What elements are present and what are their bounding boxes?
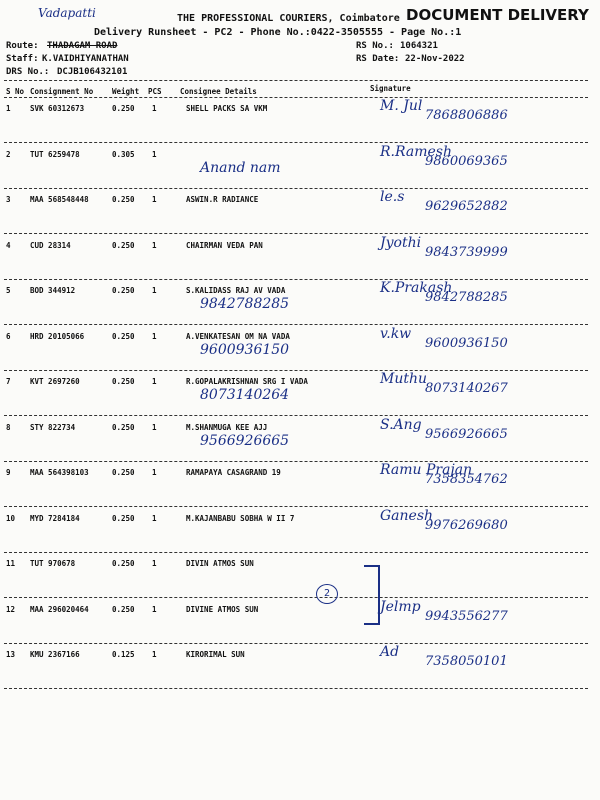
row-consignment-no: CUD 28314 [30, 241, 71, 250]
staff-label: Staff: [6, 54, 39, 64]
row-signature: Jelmp [380, 599, 421, 615]
row-pcs: 1 [152, 332, 157, 341]
row-weight: 0.125 [112, 650, 135, 659]
row-sno: 11 [6, 559, 16, 568]
row-consignee-details: S.KALIDASS RAJ AV VADA [186, 286, 286, 295]
row-handwritten-phone: 9566926665 [200, 433, 290, 449]
row-consignment-no: KMU 2367166 [30, 650, 80, 659]
row-divider [4, 461, 588, 462]
row-weight: 0.250 [112, 332, 135, 341]
row-weight: 0.250 [112, 241, 135, 250]
row-signature: M. Jul [380, 98, 423, 114]
row-signature-phone: 8073140267 [425, 381, 508, 396]
drs-label: DRS No.: [6, 67, 50, 77]
row-signature-phone: 7358050101 [425, 654, 508, 669]
row-pcs: 1 [152, 423, 157, 432]
row-pcs: 1 [152, 195, 157, 204]
row-signature: Jyothi [380, 235, 422, 251]
row-sno: 8 [6, 423, 11, 432]
row-consignee-details: DIVIN ATMOS SUN [186, 559, 254, 568]
row-weight: 0.305 [112, 150, 135, 159]
row-weight: 0.250 [112, 286, 135, 295]
row-signature-phone: 9860069365 [425, 154, 508, 169]
row-weight: 0.250 [112, 559, 135, 568]
row-consignment-no: KVT 2697260 [30, 377, 80, 386]
row-consignee-details: M.SHANMUGA KEE AJJ [186, 423, 268, 432]
row-sno: 9 [6, 468, 11, 477]
row-divider [4, 506, 588, 507]
company-title: THE PROFESSIONAL COURIERS, Coimbatore [177, 13, 400, 24]
row-weight: 0.250 [112, 195, 135, 204]
staff-value: K.VAIDHIYANATHAN [42, 54, 129, 64]
row-consignment-no: MYD 7284184 [30, 514, 80, 523]
row-sno: 3 [6, 195, 11, 204]
handwritten-bracket [364, 565, 380, 625]
row-signature: v.kw [380, 326, 412, 342]
row-divider [4, 643, 588, 644]
row-signature-phone: 9842788285 [425, 290, 508, 305]
col-header-signature: Signature [370, 84, 411, 93]
row-signature: K.Prakash [380, 280, 453, 296]
row-consignment-no: MAA 568548448 [30, 195, 89, 204]
row-consignment-no: MAA 564398103 [30, 468, 89, 477]
row-pcs: 1 [152, 241, 157, 250]
row-consignee-details: R.GOPALAKRISHNAN SRG I VADA [186, 377, 308, 386]
row-signature: Ramu Prajan [380, 462, 473, 478]
row-pcs: 1 [152, 605, 157, 614]
row-signature: le.s [380, 189, 405, 205]
row-consignee-details: SHELL PACKS SA VKM [186, 104, 268, 113]
row-handwritten-phone: 9600936150 [200, 342, 290, 358]
col-header-weight: Weight [112, 87, 140, 96]
row-divider [4, 597, 588, 598]
row-consignment-no: HRD 20105066 [30, 332, 85, 341]
row-signature: Ganesh [380, 508, 434, 524]
row-divider [4, 233, 588, 234]
row-divider [4, 688, 588, 689]
table-top-rule [4, 80, 588, 81]
row-divider [4, 188, 588, 189]
row-signature-phone: 9629652882 [425, 199, 508, 214]
route-label: Route: [6, 41, 39, 51]
row-pcs: 1 [152, 150, 157, 159]
row-handwritten-phone: 8073140264 [200, 387, 290, 403]
rs-date-label: RS Date: [356, 54, 400, 64]
table-header-rule [4, 97, 588, 98]
row-weight: 0.250 [112, 423, 135, 432]
rs-date-value: 22-Nov-2022 [405, 54, 465, 64]
rs-no-value: 1064321 [400, 41, 438, 51]
row-consignee-details: CHAIRMAN VEDA PAN [186, 241, 263, 250]
row-consignee-details: ASWIN.R RADIANCE [186, 195, 259, 204]
circled-number: 2 [316, 584, 338, 604]
row-consignee-details: A.VENKATESAN OM NA VADA [186, 332, 290, 341]
row-signature: Ad [380, 644, 400, 660]
row-handwritten-phone: 9842788285 [200, 296, 290, 312]
row-weight: 0.250 [112, 104, 135, 113]
row-pcs: 1 [152, 650, 157, 659]
row-divider [4, 552, 588, 553]
row-signature-phone: 9976269680 [425, 518, 508, 533]
row-sno: 12 [6, 605, 16, 614]
row-consignment-no: TUT 970678 [30, 559, 76, 568]
row-pcs: 1 [152, 559, 157, 568]
runsheet-title: Delivery Runsheet - PC2 - Phone No.:0422-3505555 - Page No.:1 [94, 27, 462, 38]
row-sno: 5 [6, 286, 11, 295]
row-handwritten-phone: Anand nam [200, 160, 281, 176]
rs-no-label: RS No.: [356, 41, 394, 51]
row-divider [4, 415, 588, 416]
row-signature-phone: 9600936150 [425, 336, 508, 351]
row-signature: S.Ang [380, 417, 422, 433]
row-weight: 0.250 [112, 514, 135, 523]
row-sno: 10 [6, 514, 16, 523]
row-consignee-details: RAMAPAYA CASAGRAND 19 [186, 468, 281, 477]
row-sno: 7 [6, 377, 11, 386]
row-sno: 13 [6, 650, 16, 659]
row-sno: 4 [6, 241, 11, 250]
drs-value: DCJB106432101 [57, 67, 128, 77]
row-consignee-details: M.KAJANBABU SOBHA W II 7 [186, 514, 295, 523]
row-divider [4, 324, 588, 325]
col-header-pcs: PCS [148, 87, 162, 96]
row-consignment-no: MAA 296020464 [30, 605, 89, 614]
route-value: THADAGAM ROAD [47, 41, 118, 51]
row-pcs: 1 [152, 468, 157, 477]
col-header-details: Consignee Details [180, 87, 257, 96]
row-sno: 6 [6, 332, 11, 341]
row-consignment-no: TUT 6259478 [30, 150, 80, 159]
row-consignee-details: KIRORIMAL SUN [186, 650, 245, 659]
row-weight: 0.250 [112, 605, 135, 614]
row-pcs: 1 [152, 286, 157, 295]
row-consignment-no: SVK 60312673 [30, 104, 85, 113]
row-signature: R.Ramesh [380, 144, 452, 160]
row-signature-phone: 7358354762 [425, 472, 508, 487]
row-signature-phone: 9843739999 [425, 245, 508, 260]
row-sno: 1 [6, 104, 11, 113]
col-header-sno: S No [6, 87, 25, 96]
row-pcs: 1 [152, 514, 157, 523]
row-divider [4, 370, 588, 371]
row-weight: 0.250 [112, 468, 135, 477]
row-pcs: 1 [152, 104, 157, 113]
row-signature-phone: 9566926665 [425, 427, 508, 442]
row-consignment-no: BOD 344912 [30, 286, 76, 295]
row-divider [4, 142, 588, 143]
row-pcs: 1 [152, 377, 157, 386]
col-header-consignment: Consignment No [30, 87, 94, 96]
row-weight: 0.250 [112, 377, 135, 386]
document-type-heading: DOCUMENT DELIVERY [406, 6, 589, 24]
row-sno: 2 [6, 150, 11, 159]
row-divider [4, 279, 588, 280]
row-consignee-details: DIVINE ATMOS SUN [186, 605, 259, 614]
handwritten-note-top: Vadapatti [38, 6, 96, 20]
row-consignment-no: STY 822734 [30, 423, 76, 432]
row-signature-phone: 9943556277 [425, 609, 508, 624]
row-signature: Muthu [380, 371, 428, 387]
row-signature-phone: 7868806886 [425, 108, 508, 123]
